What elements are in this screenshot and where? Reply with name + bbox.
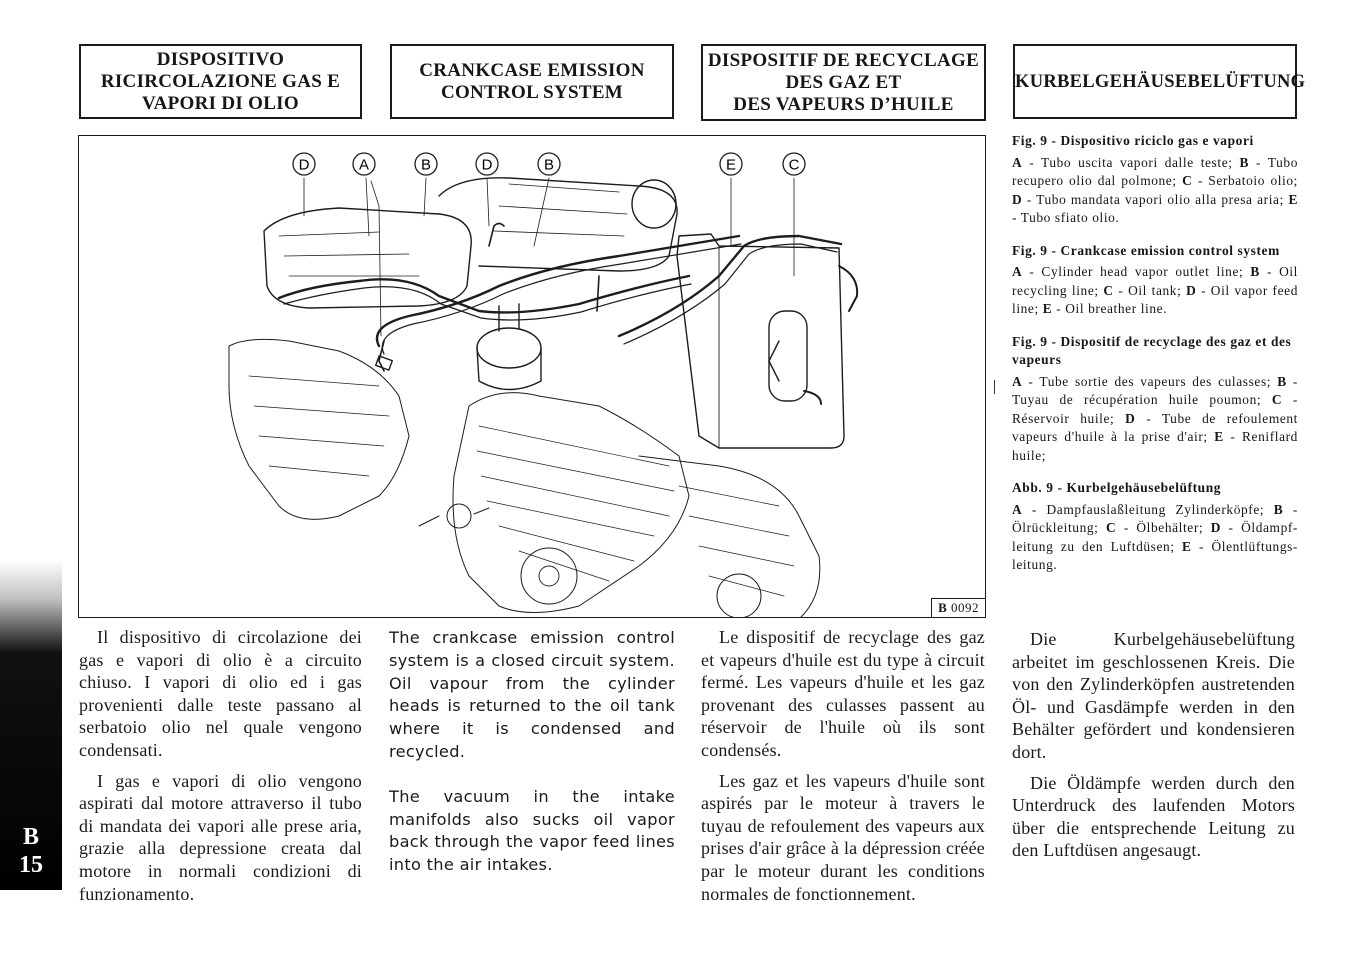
caption-text: - Serbatoio olio; [1192,173,1298,188]
caption-text: - Ölrückleitung; [1012,501,1298,535]
column-italian [79,626,362,913]
column-german [1012,628,1295,870]
paragraph: The vacuum in the intake manifolds also sucks oil vapor back through the vapor feed lines into the air intakes. [389,786,675,875]
column-french [701,626,985,913]
paragraph: The crankcase emission control system is a closed circuit system. Oil vapour from the cylinder heads is returned to the oil tank where it is condensed and recycled. [389,628,675,761]
callout-d2: D [481,156,493,174]
section-letter: B [22,824,39,850]
callout-e: E [725,156,737,174]
engine-line-drawing [79,136,986,618]
callout-a: A [358,156,370,174]
caption-key: C [1182,173,1193,188]
callout-d1: D [298,156,310,174]
margin-tick [994,380,995,394]
caption-key: D [1125,410,1136,426]
caption-title: Abb. 9 - Kurbelgehäusebelüftung [1012,480,1222,495]
caption-text: - Tubo recupero olio dal polmone; [1012,154,1298,188]
figure-callouts [293,153,805,175]
caption-title: Fig. 9 - Dispositivo riciclo gas e vapori [1012,133,1254,148]
caption-key: D [1012,191,1023,207]
caption-german [1012,479,1298,575]
caption-text: - Cylinder head vapor outlet line; [1022,264,1251,279]
header-english-text: CRANKCASE EMISSION CONTROL SYSTEM [419,59,645,103]
caption-key: B [1239,154,1250,170]
caption-english [1012,242,1298,319]
caption-key: A [1012,264,1023,279]
paragraph: Le dispositif de recyclage des gaz et vapeurs d'huile est du type à circuit fermé. Les vapeurs d'huile et les gaz provenant des culasses passent au réservoir de l'huile où ils sont condensés. [701,627,985,760]
paragraph: Die Kurbelgehäusebelüftung arbeitet im geschlossenen Kreis. Die von den Zylinderköpfen austretenden Öl- und Gasdämpfe werden in den Behälter gefördert und kondensieren dort. [1012,629,1295,762]
caption-key: E [1182,538,1192,554]
caption-text: - Oil tank; [1113,282,1187,298]
caption-text: - Oil breather line. [1052,301,1168,316]
caption-key: B [1273,501,1284,517]
caption-text: - Tube sortie des vapeurs des culasses; [1022,373,1278,389]
column-english [389,627,675,899]
paragraph: Il dispositivo di circolazione dei gas e vapori di olio è a circuito chiuso. I vapori di olio ed i gas provenienti dalle teste passano al serbatoio olio nel quale vengono condensati. [79,627,362,760]
paragraph: I gas e vapori di olio vengono aspirati dal motore attraverso il tubo di mandata dei vapori alle prese aria, grazie alla depressione creata dal motore in normali condizioni di funzionamento. [79,770,362,904]
caption-key: C [1103,282,1114,298]
caption-key: C [1271,392,1283,407]
callout-c: C [788,156,800,174]
engine-figure [78,135,986,618]
caption-italian [1012,132,1298,228]
caption-key: D [1210,520,1222,535]
callout-b2: B [543,156,555,174]
caption-key: B [1250,264,1260,279]
header-italian-text: DISPOSITIVO RICIRCOLAZIONE GAS E VAPORI DI OLIO [100,48,341,114]
caption-text: - Tubo uscita vapori dalle teste; [1022,154,1240,170]
caption-key: A [1012,154,1023,170]
caption-key: A [1012,373,1023,389]
caption-key: E [1288,191,1298,207]
caption-key: B [1277,373,1287,389]
section-tab [0,560,62,890]
caption-text: - Reniflard huile; [1012,429,1298,463]
caption-body [1012,501,1298,575]
figure-code [931,598,985,617]
caption-text: - Ölentlüftungs-leitung. [1012,538,1298,572]
caption-key: E [1042,301,1053,316]
caption-title: Fig. 9 - Crankcase emission control system [1012,242,1280,258]
header-german-text: KURBELGEHÄUSEBELÜFTUNG [1015,71,1306,92]
caption-title: Fig. 9 - Dispositif de recyclage des gaz et des vapeurs [1012,333,1292,367]
caption-key: C [1106,520,1117,535]
header-italian [79,44,362,119]
caption-text: - Dampfauslaßleitung Zylinderköpfe; [1022,501,1274,517]
callout-b1: B [420,156,432,174]
caption-text: - Tubo sfiato olio. [1012,210,1120,225]
caption-text: - Tube de refoulement vapeurs d'huile à la prise d'air; [1012,410,1299,444]
header-german [1013,44,1306,119]
caption-text: - Tuyau de récupération huile poumon; [1012,373,1298,407]
page-number: 15 [19,852,43,878]
figure-code-number: 0092 [951,600,979,615]
caption-text: - Ölbehälter; [1116,520,1211,535]
header-french-text: DISPOSITIF DE RECYCLAGE DES GAZ ET DES VAPEURS D’HUILE [707,49,980,115]
caption-body [1012,373,1298,466]
caption-body [1012,263,1298,319]
paragraph: Die Öldämpfe werden durch den Unterdruck des laufenden Motors über die entsprechende Leitung zu den Luftdüsen angesaugt. [1012,772,1295,861]
caption-french [1012,333,1298,466]
paragraph: Les gaz et les vapeurs d'huile sont aspirés par le moteur à travers le tuyau de refoulement des vapeurs aux prises d'air grâce à la dépression créée par le moteur durant les conditions normales de fonctionnement. [701,770,985,904]
figure-captions [1012,132,1298,589]
caption-body [1012,154,1298,228]
caption-key: E [1214,429,1224,444]
caption-text: - Réservoir huile; [1012,392,1298,426]
header-english [390,44,674,119]
caption-key: D [1186,282,1197,298]
caption-text: - Tubo mandata vapori olio alla presa aria; [1022,191,1289,207]
caption-text: - Oil recycling line; [1012,264,1298,298]
caption-key: A [1012,501,1023,517]
caption-text: - Öldampf-leitung zu den Luftdüsen; [1012,520,1298,554]
figure-code-prefix: B [938,600,948,615]
header-french [701,44,986,121]
caption-text: - Oil vapor feed line; [1012,282,1298,316]
